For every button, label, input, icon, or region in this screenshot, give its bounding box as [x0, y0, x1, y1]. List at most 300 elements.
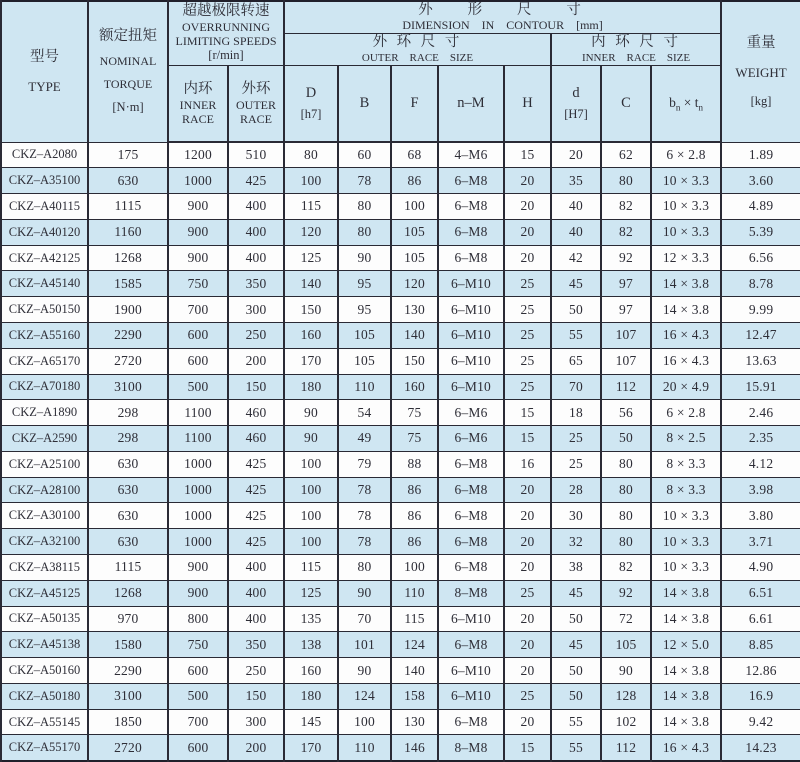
cell-weight: 4.89 — [721, 194, 800, 220]
header-col-d-symbol: d — [572, 85, 580, 102]
cell-nominal-torque: 630 — [88, 477, 168, 503]
header-speeds-unit: [r/min] — [208, 48, 244, 63]
cell-type: CKZ–A50135 — [1, 606, 88, 632]
cell-inner-race-speed: 900 — [168, 245, 228, 271]
cell-dim-D: 170 — [284, 348, 338, 374]
cell-dim-d: 55 — [551, 709, 601, 735]
cell-dim-D: 145 — [284, 709, 338, 735]
cell-dim-C: 90 — [601, 658, 651, 684]
cell-dim-H: 25 — [504, 374, 551, 400]
cell-weight: 9.99 — [721, 297, 800, 323]
cell-outer-race-speed: 350 — [228, 632, 284, 658]
header-torque-unit: [N·m] — [112, 100, 144, 115]
cell-dim-H: 20 — [504, 709, 551, 735]
cell-nominal-torque: 3100 — [88, 683, 168, 709]
cell-dim-D: 138 — [284, 632, 338, 658]
cell-weight: 6.61 — [721, 606, 800, 632]
cell-dim-d: 50 — [551, 658, 601, 684]
cell-dim-B: 54 — [338, 400, 391, 426]
cell-outer-race-speed: 350 — [228, 271, 284, 297]
table-row — [1, 451, 800, 477]
cell-type: CKZ–A25100 — [1, 451, 88, 477]
cell-nominal-torque: 2290 — [88, 658, 168, 684]
header-speeds-en1: OVERRUNNING — [182, 20, 270, 35]
cell-outer-race-speed: 150 — [228, 683, 284, 709]
cell-dim-H: 20 — [504, 245, 551, 271]
cell-dim-D: 120 — [284, 219, 338, 245]
cell-dim-bn-tn: 14 × 3.8 — [651, 297, 721, 323]
cell-dim-D: 100 — [284, 529, 338, 555]
cell-inner-race-speed: 600 — [168, 322, 228, 348]
cell-outer-race-speed: 400 — [228, 194, 284, 220]
cell-dim-D: 150 — [284, 297, 338, 323]
cell-dim-B: 79 — [338, 451, 391, 477]
cell-dim-d: 70 — [551, 374, 601, 400]
cell-dim-B: 90 — [338, 245, 391, 271]
cell-dim-d: 50 — [551, 297, 601, 323]
header-col-d — [551, 65, 601, 142]
cell-dim-F: 140 — [391, 322, 438, 348]
cell-weight: 4.90 — [721, 555, 800, 581]
cell-nominal-torque: 175 — [88, 142, 168, 168]
cell-dim-D: 90 — [284, 400, 338, 426]
cell-dim-F: 86 — [391, 477, 438, 503]
cell-dim-d: 38 — [551, 555, 601, 581]
cell-outer-race-speed: 250 — [228, 322, 284, 348]
cell-nominal-torque: 1580 — [88, 632, 168, 658]
header-inner-size-en: INNER RACE SIZE — [581, 51, 691, 64]
cell-dim-D: 115 — [284, 555, 338, 581]
cell-dim-C: 80 — [601, 503, 651, 529]
cell-dim-H: 20 — [504, 503, 551, 529]
cell-inner-race-speed: 600 — [168, 735, 228, 761]
cell-dim-D: 115 — [284, 194, 338, 220]
cell-dim-nM: 6–M10 — [438, 297, 504, 323]
cell-inner-race-speed: 600 — [168, 658, 228, 684]
cell-weight: 9.42 — [721, 709, 800, 735]
cell-dim-nM: 4–M6 — [438, 142, 504, 168]
cell-dim-H: 16 — [504, 451, 551, 477]
cell-outer-race-speed: 400 — [228, 245, 284, 271]
cell-dim-H: 20 — [504, 219, 551, 245]
header-nominal-torque — [88, 1, 168, 142]
cell-type: CKZ–A50160 — [1, 658, 88, 684]
cell-dim-B: 80 — [338, 194, 391, 220]
table-row — [1, 555, 800, 581]
cell-weight: 8.78 — [721, 271, 800, 297]
table-header — [1, 1, 800, 142]
header-col-D-tolerance: [h7] — [300, 107, 322, 122]
cell-dim-B: 90 — [338, 658, 391, 684]
table-row — [1, 348, 800, 374]
cell-type: CKZ–A45138 — [1, 632, 88, 658]
cell-nominal-torque: 1115 — [88, 194, 168, 220]
cell-dim-bn-tn: 14 × 3.8 — [651, 709, 721, 735]
header-weight-unit: [kg] — [750, 93, 772, 108]
cell-weight: 5.39 — [721, 219, 800, 245]
cell-dim-H: 25 — [504, 271, 551, 297]
cell-dim-nM: 6–M8 — [438, 503, 504, 529]
cell-dim-d: 42 — [551, 245, 601, 271]
cell-dim-nM: 6–M8 — [438, 709, 504, 735]
table-row — [1, 580, 800, 606]
cell-dim-F: 75 — [391, 400, 438, 426]
cell-nominal-torque: 630 — [88, 451, 168, 477]
cell-dim-H: 15 — [504, 735, 551, 761]
cell-inner-race-speed: 900 — [168, 219, 228, 245]
cell-dim-H: 20 — [504, 632, 551, 658]
header-inner-race-speed — [168, 65, 228, 142]
header-col-B: B — [338, 65, 391, 142]
cell-weight: 3.71 — [721, 529, 800, 555]
cell-type: CKZ–A50180 — [1, 683, 88, 709]
cell-dim-F: 86 — [391, 168, 438, 194]
cell-dim-H: 20 — [504, 555, 551, 581]
cell-weight: 6.56 — [721, 245, 800, 271]
header-outer-size-zh: 外 环 尺 寸 — [372, 33, 463, 50]
cell-dim-H: 20 — [504, 477, 551, 503]
cell-dim-F: 130 — [391, 709, 438, 735]
header-dimension-en: DIMENSION IN CONTOUR [mm] — [402, 18, 603, 33]
cell-dim-H: 15 — [504, 400, 551, 426]
cell-type: CKZ–A35100 — [1, 168, 88, 194]
spec-table-body — [1, 142, 800, 761]
cell-dim-bn-tn: 8 × 3.3 — [651, 451, 721, 477]
cell-dim-D: 140 — [284, 271, 338, 297]
cell-dim-F: 160 — [391, 374, 438, 400]
cell-dim-B: 78 — [338, 477, 391, 503]
cell-dim-C: 56 — [601, 400, 651, 426]
table-row — [1, 709, 800, 735]
cell-nominal-torque: 3100 — [88, 374, 168, 400]
cell-dim-D: 125 — [284, 580, 338, 606]
header-inner-race-size — [551, 33, 721, 65]
cell-nominal-torque: 1115 — [88, 555, 168, 581]
cell-dim-bn-tn: 16 × 4.3 — [651, 348, 721, 374]
header-dimension-group — [284, 1, 721, 33]
cell-dim-d: 45 — [551, 271, 601, 297]
cell-dim-D: 170 — [284, 735, 338, 761]
cell-dim-H: 25 — [504, 683, 551, 709]
cell-outer-race-speed: 400 — [228, 580, 284, 606]
cell-dim-B: 78 — [338, 168, 391, 194]
cell-type: CKZ–A40120 — [1, 219, 88, 245]
cell-dim-H: 25 — [504, 580, 551, 606]
header-col-H: H — [504, 65, 551, 142]
cell-dim-F: 86 — [391, 529, 438, 555]
cell-dim-bn-tn: 16 × 4.3 — [651, 322, 721, 348]
cell-dim-bn-tn: 14 × 3.8 — [651, 683, 721, 709]
cell-dim-nM: 8–M8 — [438, 735, 504, 761]
cell-dim-F: 150 — [391, 348, 438, 374]
header-outer-race-speed — [228, 65, 284, 142]
cell-dim-nM: 6–M8 — [438, 194, 504, 220]
cell-dim-bn-tn: 14 × 3.8 — [651, 606, 721, 632]
cell-dim-d: 55 — [551, 735, 601, 761]
cell-dim-H: 15 — [504, 142, 551, 168]
table-row — [1, 529, 800, 555]
cell-inner-race-speed: 750 — [168, 271, 228, 297]
cell-inner-race-speed: 600 — [168, 348, 228, 374]
cell-dim-nM: 6–M8 — [438, 245, 504, 271]
table-row — [1, 606, 800, 632]
cell-dim-B: 100 — [338, 709, 391, 735]
cell-dim-C: 102 — [601, 709, 651, 735]
cell-nominal-torque: 1160 — [88, 219, 168, 245]
cell-dim-D: 125 — [284, 245, 338, 271]
cell-dim-nM: 6–M6 — [438, 400, 504, 426]
cell-dim-C: 80 — [601, 529, 651, 555]
cell-weight: 2.46 — [721, 400, 800, 426]
cell-dim-D: 135 — [284, 606, 338, 632]
table-row — [1, 632, 800, 658]
cell-weight: 3.80 — [721, 503, 800, 529]
cell-type: CKZ–A2080 — [1, 142, 88, 168]
cell-outer-race-speed: 425 — [228, 529, 284, 555]
cell-type: CKZ–A55170 — [1, 735, 88, 761]
cell-dim-B: 110 — [338, 735, 391, 761]
cell-dim-d: 45 — [551, 580, 601, 606]
cell-dim-F: 105 — [391, 245, 438, 271]
cell-type: CKZ–A2590 — [1, 426, 88, 452]
header-col-bn-tn — [651, 65, 721, 142]
cell-dim-C: 97 — [601, 271, 651, 297]
cell-dim-H: 20 — [504, 194, 551, 220]
cell-dim-H: 25 — [504, 322, 551, 348]
cell-dim-C: 80 — [601, 477, 651, 503]
header-limiting-speeds — [168, 1, 284, 65]
cell-dim-B: 70 — [338, 606, 391, 632]
cell-outer-race-speed: 425 — [228, 451, 284, 477]
header-outer-race-size — [284, 33, 551, 65]
cell-weight: 13.63 — [721, 348, 800, 374]
header-speeds-outer-zh: 外环 — [241, 80, 271, 97]
cell-inner-race-speed: 700 — [168, 709, 228, 735]
cell-dim-bn-tn: 14 × 3.8 — [651, 580, 721, 606]
cell-dim-D: 90 — [284, 426, 338, 452]
cell-dim-bn-tn: 8 × 3.3 — [651, 477, 721, 503]
cell-dim-d: 28 — [551, 477, 601, 503]
header-type-en: TYPE — [28, 79, 61, 95]
cell-dim-H: 20 — [504, 168, 551, 194]
cell-dim-B: 95 — [338, 271, 391, 297]
cell-dim-B: 80 — [338, 219, 391, 245]
cell-type: CKZ–A1890 — [1, 400, 88, 426]
cell-outer-race-speed: 300 — [228, 297, 284, 323]
cell-inner-race-speed: 500 — [168, 683, 228, 709]
cell-type: CKZ–A38115 — [1, 555, 88, 581]
cell-dim-F: 68 — [391, 142, 438, 168]
cell-dim-D: 160 — [284, 322, 338, 348]
cell-dim-nM: 6–M10 — [438, 658, 504, 684]
cell-inner-race-speed: 1100 — [168, 400, 228, 426]
header-type — [1, 1, 88, 142]
cell-dim-bn-tn: 6 × 2.8 — [651, 400, 721, 426]
cell-dim-H: 15 — [504, 426, 551, 452]
header-col-nM: n–M — [438, 65, 504, 142]
cell-weight: 14.23 — [721, 735, 800, 761]
cell-weight: 12.86 — [721, 658, 800, 684]
cell-nominal-torque: 1900 — [88, 297, 168, 323]
table-row — [1, 400, 800, 426]
cell-dim-nM: 6–M8 — [438, 451, 504, 477]
cell-dim-bn-tn: 8 × 2.5 — [651, 426, 721, 452]
cell-dim-bn-tn: 14 × 3.8 — [651, 271, 721, 297]
cell-type: CKZ–A55145 — [1, 709, 88, 735]
table-row — [1, 426, 800, 452]
header-torque-zh: 额定扭矩 — [99, 28, 157, 45]
cell-dim-d: 45 — [551, 632, 601, 658]
cell-dim-C: 107 — [601, 348, 651, 374]
cell-dim-C: 82 — [601, 194, 651, 220]
table-row — [1, 142, 800, 168]
cell-dim-B: 90 — [338, 580, 391, 606]
cell-dim-bn-tn: 14 × 3.8 — [651, 658, 721, 684]
table-row — [1, 245, 800, 271]
cell-outer-race-speed: 400 — [228, 219, 284, 245]
header-speeds-inner-en2: RACE — [181, 111, 214, 126]
cell-weight: 8.85 — [721, 632, 800, 658]
cell-nominal-torque: 630 — [88, 168, 168, 194]
header-torque-en1: NOMINAL — [99, 54, 157, 69]
cell-outer-race-speed: 425 — [228, 477, 284, 503]
cell-dim-F: 115 — [391, 606, 438, 632]
table-row — [1, 374, 800, 400]
cell-dim-B: 110 — [338, 374, 391, 400]
header-col-F: F — [391, 65, 438, 142]
cell-dim-nM: 6–M10 — [438, 271, 504, 297]
cell-nominal-torque: 970 — [88, 606, 168, 632]
cell-dim-C: 50 — [601, 426, 651, 452]
cell-dim-C: 112 — [601, 374, 651, 400]
cell-dim-nM: 6–M6 — [438, 426, 504, 452]
cell-outer-race-speed: 200 — [228, 735, 284, 761]
cell-dim-D: 100 — [284, 503, 338, 529]
cell-dim-C: 80 — [601, 168, 651, 194]
cell-dim-D: 160 — [284, 658, 338, 684]
cell-weight: 6.51 — [721, 580, 800, 606]
header-speeds-inner-en1: INNER — [179, 97, 217, 112]
cell-outer-race-speed: 400 — [228, 555, 284, 581]
cell-type: CKZ–A28100 — [1, 477, 88, 503]
cell-dim-nM: 6–M8 — [438, 632, 504, 658]
cell-dim-F: 130 — [391, 297, 438, 323]
cell-inner-race-speed: 900 — [168, 580, 228, 606]
cell-weight: 4.12 — [721, 451, 800, 477]
cell-nominal-torque: 298 — [88, 426, 168, 452]
cell-dim-F: 105 — [391, 219, 438, 245]
cell-dim-H: 25 — [504, 348, 551, 374]
header-outer-size-en: OUTER RACE SIZE — [361, 51, 474, 64]
header-speeds-outer-en2: RACE — [239, 111, 272, 126]
cell-type: CKZ–A65170 — [1, 348, 88, 374]
table-row — [1, 477, 800, 503]
cell-dim-B: 80 — [338, 555, 391, 581]
table-row — [1, 219, 800, 245]
cell-inner-race-speed: 1000 — [168, 451, 228, 477]
cell-dim-F: 120 — [391, 271, 438, 297]
cell-dim-D: 100 — [284, 477, 338, 503]
cell-dim-d: 30 — [551, 503, 601, 529]
cell-outer-race-speed: 200 — [228, 348, 284, 374]
cell-dim-D: 180 — [284, 374, 338, 400]
cell-dim-F: 146 — [391, 735, 438, 761]
cell-type: CKZ–A32100 — [1, 529, 88, 555]
cell-dim-B: 124 — [338, 683, 391, 709]
cell-dim-d: 55 — [551, 322, 601, 348]
cell-dim-d: 50 — [551, 683, 601, 709]
cell-dim-d: 40 — [551, 194, 601, 220]
cell-inner-race-speed: 500 — [168, 374, 228, 400]
header-speeds-outer-en1: OUTER — [236, 97, 276, 112]
cell-outer-race-speed: 510 — [228, 142, 284, 168]
cell-outer-race-speed: 300 — [228, 709, 284, 735]
cell-dim-bn-tn: 10 × 3.3 — [651, 529, 721, 555]
bn-tn-formula: $b_n \times t_n$ — [669, 94, 703, 113]
cell-dim-bn-tn: 10 × 3.3 — [651, 219, 721, 245]
cell-dim-bn-tn: 12 × 3.3 — [651, 245, 721, 271]
cell-dim-d: 35 — [551, 168, 601, 194]
cell-weight: 3.60 — [721, 168, 800, 194]
cell-dim-D: 100 — [284, 168, 338, 194]
cell-dim-F: 86 — [391, 503, 438, 529]
cell-dim-C: 62 — [601, 142, 651, 168]
cell-dim-F: 140 — [391, 658, 438, 684]
cell-dim-bn-tn: 10 × 3.3 — [651, 168, 721, 194]
cell-type: CKZ–A50150 — [1, 297, 88, 323]
table-row — [1, 297, 800, 323]
cell-dim-B: 78 — [338, 529, 391, 555]
cell-inner-race-speed: 1100 — [168, 426, 228, 452]
cell-type: CKZ–A45125 — [1, 580, 88, 606]
cell-nominal-torque: 2720 — [88, 348, 168, 374]
cell-inner-race-speed: 1000 — [168, 168, 228, 194]
cell-dim-nM: 6–M10 — [438, 348, 504, 374]
cell-dim-C: 128 — [601, 683, 651, 709]
header-col-C: C — [601, 65, 651, 142]
cell-dim-bn-tn: 20 × 4.9 — [651, 374, 721, 400]
cell-nominal-torque: 630 — [88, 529, 168, 555]
table-row — [1, 194, 800, 220]
cell-outer-race-speed: 425 — [228, 168, 284, 194]
table-row — [1, 322, 800, 348]
cell-dim-F: 88 — [391, 451, 438, 477]
cell-dim-d: 40 — [551, 219, 601, 245]
cell-dim-nM: 6–M8 — [438, 529, 504, 555]
cell-weight: 12.47 — [721, 322, 800, 348]
header-col-D — [284, 65, 338, 142]
cell-dim-nM: 6–M10 — [438, 683, 504, 709]
cell-type: CKZ–A30100 — [1, 503, 88, 529]
cell-weight: 16.9 — [721, 683, 800, 709]
table-row — [1, 168, 800, 194]
cell-dim-F: 75 — [391, 426, 438, 452]
cell-dim-nM: 6–M8 — [438, 219, 504, 245]
cell-dim-C: 92 — [601, 245, 651, 271]
cell-dim-C: 92 — [601, 580, 651, 606]
cell-dim-D: 180 — [284, 683, 338, 709]
cell-nominal-torque: 1850 — [88, 709, 168, 735]
cell-dim-bn-tn: 10 × 3.3 — [651, 503, 721, 529]
cell-dim-B: 60 — [338, 142, 391, 168]
cell-dim-B: 105 — [338, 348, 391, 374]
cell-weight: 3.98 — [721, 477, 800, 503]
cell-dim-nM: 6–M10 — [438, 374, 504, 400]
cell-type: CKZ–A40115 — [1, 194, 88, 220]
header-col-d-tolerance: [H7] — [564, 107, 588, 122]
cell-nominal-torque: 1268 — [88, 580, 168, 606]
header-speeds-zh: 超越极限转速 — [182, 3, 270, 20]
